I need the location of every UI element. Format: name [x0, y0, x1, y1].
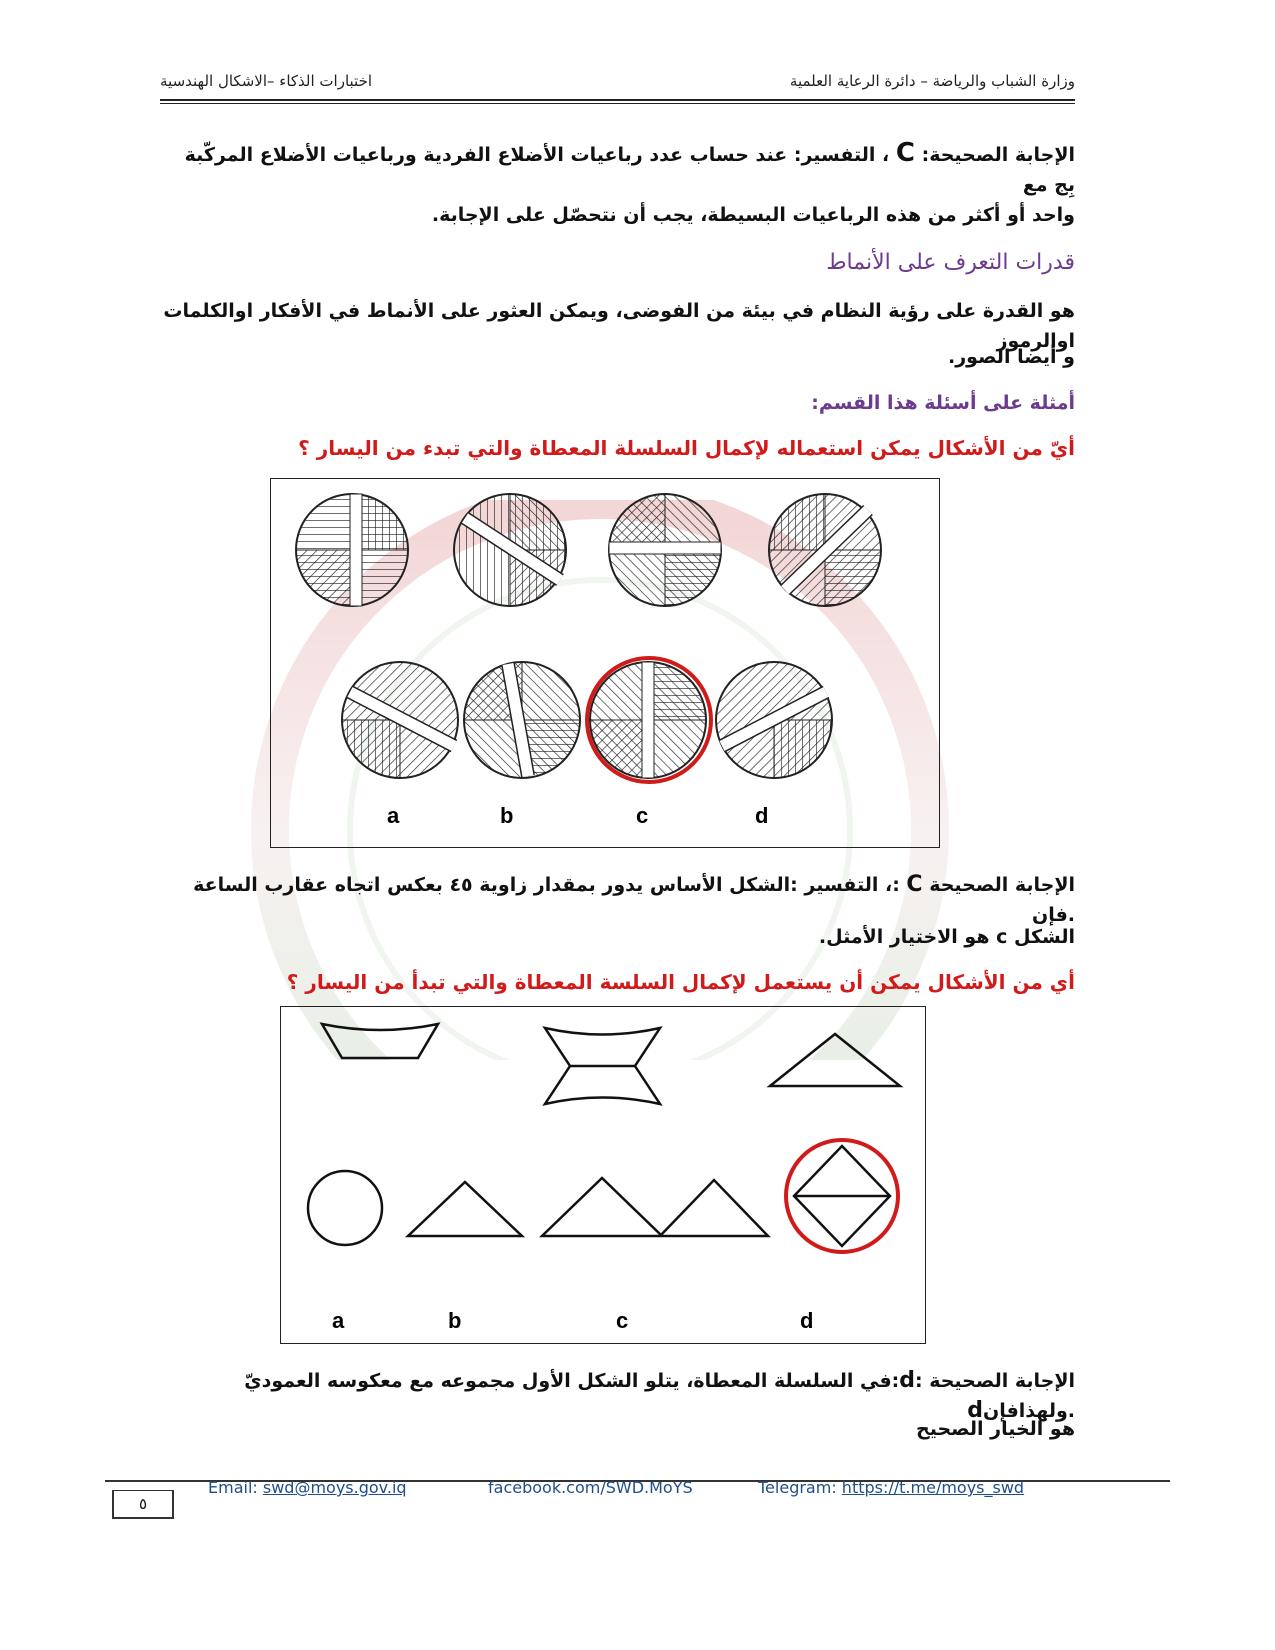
option-b-shape[interactable] — [408, 1182, 522, 1236]
explanation-1b — [160, 922, 1075, 952]
series-shape-3 — [609, 494, 721, 606]
option-b-label: b — [500, 803, 514, 828]
answer-explanation-1b: واحد أو أكثر من هذه الرباعيات البسيطة، يجب أن نتحصّل على الإجابة. — [431, 204, 1075, 226]
explanation-2a: الشكل — [1007, 926, 1075, 948]
option-a-label: a — [387, 803, 400, 828]
explanation-2b: هو الخيار الصحيح — [916, 1418, 1075, 1440]
footer-telegram — [758, 1478, 1024, 1497]
explanation-letter-2: d — [899, 1368, 915, 1393]
option-d-shape[interactable] — [716, 662, 832, 778]
answer-letter: C — [895, 138, 915, 168]
series-shape-triangle — [770, 1034, 900, 1086]
footer-facebook[interactable]: facebook.com/SWD.MoYS — [488, 1478, 693, 1497]
explanation-text: :، التفسير :الشكل الأساس يدور بمقدار زاوية ٤٥ بعكس اتجاه عقارب الساعة .فإن — [193, 874, 1075, 926]
email-label: Email: — [208, 1478, 263, 1497]
question-1: أيّ من الأشكال يمكن استعماله لإكمال السلسلة المعطاة والتي تبدء من اليسار ؟ — [298, 436, 1075, 460]
figure-1 — [270, 478, 940, 848]
series-shape-1 — [296, 494, 408, 606]
option-d-label: d — [755, 803, 769, 828]
answer-prefix: الإجابة الصحيحة: — [914, 144, 1075, 166]
series-shape-trapezoid — [322, 1024, 438, 1058]
email-link[interactable]: swd@moys.gov.iq — [262, 1478, 407, 1497]
explanation-prefix-2: الإجابة الصحيحة : — [914, 1370, 1075, 1392]
series-shape-2 — [454, 494, 566, 606]
series-shape-4 — [769, 494, 881, 606]
answer-explanation-1 — [160, 138, 1075, 200]
header-divider-thin — [160, 103, 1075, 104]
header-divider — [160, 99, 1075, 101]
telegram-label: Telegram: — [758, 1478, 842, 1497]
footer-email — [208, 1478, 407, 1497]
explanation-2b: هو الاختيار الأمثل. — [818, 926, 997, 948]
option-c-shape[interactable] — [590, 662, 706, 778]
option-c-label: c — [636, 803, 649, 828]
telegram-link[interactable]: https://t.me/moys_swd — [841, 1478, 1025, 1497]
option-d-label-2: d — [800, 1308, 814, 1333]
option-d-shape[interactable] — [794, 1146, 890, 1246]
explanation-letter: C — [906, 872, 923, 897]
page-number: ٥ — [112, 1490, 174, 1519]
explanation-prefix: الإجابة الصحيحة — [922, 874, 1075, 896]
explanation-1 — [170, 870, 1075, 930]
option-b-shape[interactable] — [464, 662, 580, 778]
option-a-shape[interactable] — [308, 1171, 382, 1245]
section-desc-1: هو القدرة على رؤية النظام في بيئة من الفوضى، ويمكن العثور على الأنماط في الأفكار اوالكلمات اوالرموز — [163, 300, 1075, 352]
question-2: أي من الأشكال يمكن أن يستعمل لإكمال السلسة المعطاة والتي تبدأ من اليسار ؟ — [286, 970, 1075, 994]
option-c-label-2: c — [616, 1308, 629, 1333]
answer-text: ، التفسير: عند حساب عدد رباعيات الأضلاع الفردية ورباعيات الأضلاع المركّبة بِج مع — [184, 144, 1075, 196]
option-a-shape[interactable] — [342, 662, 458, 778]
option-b-label-2: b — [448, 1308, 462, 1333]
header-topic: اختبارات الذكاء –الاشكال الهندسية — [160, 72, 373, 90]
header-ministry: وزارة الشباب والرياضة – دائرة الرعاية العلمية — [789, 72, 1075, 90]
option-a-label-2: a — [332, 1308, 345, 1333]
explanation-2-letter: c — [996, 926, 1008, 948]
section-desc-2: و أيضا الصور. — [948, 346, 1075, 368]
figure-2 — [280, 1006, 926, 1344]
section-title: قدرات التعرف على الأنماط — [826, 250, 1075, 275]
examples-heading: أمثلة على أسئلة هذا القسم: — [811, 392, 1075, 414]
explanation-text-2: :في السلسلة المعطاة، يتلو الشكل الأول مجموعه مع معكوسه العموديّ .ولهذافإن — [244, 1370, 1075, 1422]
option-c-shape[interactable] — [542, 1178, 768, 1236]
explanation-letter-2b: d — [967, 1398, 983, 1423]
